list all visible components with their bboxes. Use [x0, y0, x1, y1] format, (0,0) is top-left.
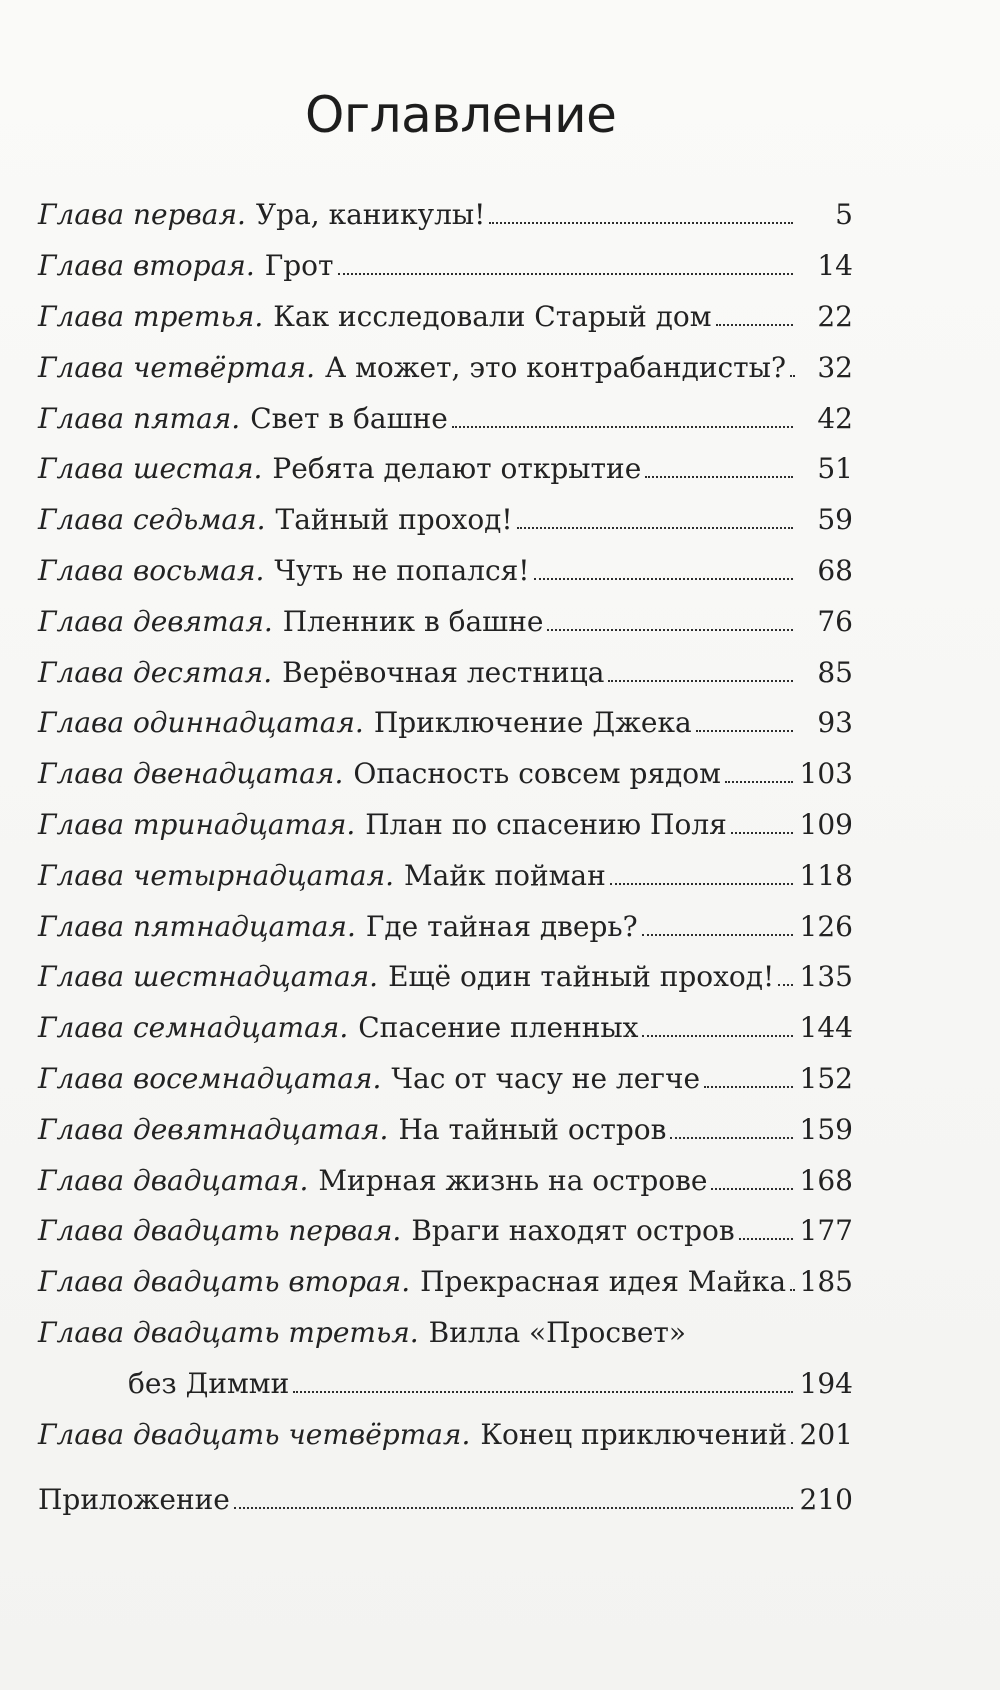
chapter-title: А может, это контрабандисты?: [324, 350, 786, 384]
page-number: 118: [799, 858, 853, 892]
toc-entry: [38, 292, 853, 343]
dot-leader: [731, 832, 793, 834]
appendix-title: Приложение: [38, 1483, 230, 1517]
toc-entry: [38, 596, 853, 647]
chapter-title: Ещё один тайный проход!: [388, 960, 775, 994]
appendix-entry: [38, 1475, 853, 1526]
dot-leader: [778, 984, 793, 986]
toc-entry: [38, 1308, 853, 1359]
dot-leader: [696, 730, 793, 732]
page-number: 201: [799, 1417, 853, 1451]
chapter-label: Глава девятая.: [38, 604, 273, 638]
chapter-title: Приключение Джека: [373, 706, 692, 740]
chapter-title: На тайный остров: [398, 1112, 667, 1146]
dot-leader: [489, 222, 793, 224]
toc-list: [38, 190, 853, 1526]
chapter-title: Час от часу не легче: [391, 1061, 701, 1095]
toc-entry: [38, 1054, 853, 1105]
chapter-label: Глава семнадцатая.: [38, 1011, 349, 1045]
page-number: 103: [799, 757, 853, 791]
page-number: 68: [817, 553, 853, 587]
dot-leader: [534, 578, 793, 580]
page-number: 194: [799, 1366, 853, 1400]
dot-leader: [790, 1289, 793, 1291]
page-number: 42: [817, 401, 853, 435]
page-number: 144: [799, 1011, 853, 1045]
chapter-label: Глава шестнадцатая.: [38, 960, 379, 994]
chapter-title: Чуть не попался!: [274, 553, 530, 587]
chapter-title: Прекрасная идея Майка: [420, 1265, 787, 1299]
chapter-label: Глава двадцать первая.: [38, 1214, 402, 1248]
chapter-label: Глава вторая.: [38, 249, 255, 283]
toc-entry: [38, 393, 853, 444]
chapter-label: Глава двенадцатая.: [38, 757, 344, 791]
chapter-label: Глава двадцать четвёртая.: [38, 1417, 471, 1451]
page-number: 85: [817, 655, 853, 689]
toc-entry: [38, 749, 853, 800]
dot-leader: [790, 375, 793, 377]
toc-entry: [38, 1206, 853, 1257]
page-number: 93: [817, 706, 853, 740]
chapter-label: Глава двадцать третья.: [38, 1315, 419, 1349]
chapter-label: Глава четырнадцатая.: [38, 858, 395, 892]
chapter-title: Вилла «Просвет»: [428, 1315, 687, 1349]
page-number: 185: [799, 1265, 853, 1299]
chapter-title: Враги находят остров: [411, 1214, 735, 1248]
dot-leader: [547, 629, 793, 631]
chapter-label: Глава двадцатая.: [38, 1163, 309, 1197]
dot-leader: [725, 781, 793, 783]
page-number: 5: [835, 198, 853, 232]
page-number: 59: [817, 503, 853, 537]
chapter-label: Глава первая.: [38, 198, 246, 232]
page-number: 109: [799, 807, 853, 841]
chapter-label: Глава седьмая.: [38, 503, 266, 537]
chapter-label: Глава третья.: [38, 299, 264, 333]
chapter-title: Майк пойман: [404, 858, 606, 892]
page-number: 159: [799, 1112, 853, 1146]
page-number: 135: [799, 960, 853, 994]
chapter-title: Ребята делают открытие: [272, 452, 642, 486]
chapter-title: Спасение пленных: [358, 1011, 639, 1045]
toc-entry: [38, 1155, 853, 1206]
toc-entry: [38, 850, 853, 901]
page-number: 32: [817, 350, 853, 384]
dot-leader: [234, 1507, 793, 1509]
dot-leader: [739, 1238, 793, 1240]
page-number: 51: [817, 452, 853, 486]
chapter-label: Глава десятая.: [38, 655, 273, 689]
toc-entry: [38, 241, 853, 292]
toc-entry: [38, 698, 853, 749]
dot-leader: [645, 476, 793, 478]
page-number: 22: [817, 299, 853, 333]
chapter-title: Пленник в башне: [282, 604, 544, 638]
chapter-title: Конец приключений: [480, 1417, 788, 1451]
chapter-title: Верёвочная лестница: [282, 655, 605, 689]
chapter-label: Глава девятнадцатая.: [38, 1112, 389, 1146]
dot-leader: [610, 883, 793, 885]
toc-entry: [38, 952, 853, 1003]
page-number: 168: [799, 1163, 853, 1197]
chapter-title: Ура, каникулы!: [255, 198, 486, 232]
chapter-label: Глава четвёртая.: [38, 350, 315, 384]
dot-leader: [704, 1086, 793, 1088]
toc-entry: [38, 647, 853, 698]
page-title: Оглавление: [305, 86, 617, 144]
chapter-label: Глава восемнадцатая.: [38, 1061, 382, 1095]
dot-leader: [791, 1442, 793, 1444]
page-number: 76: [817, 604, 853, 638]
toc-entry: [38, 1409, 853, 1460]
chapter-title: План по спасению Поля: [365, 807, 727, 841]
chapter-title: Тайный проход!: [275, 503, 513, 537]
chapter-title: Грот: [264, 249, 334, 283]
dot-leader: [452, 426, 793, 428]
dot-leader: [642, 934, 793, 936]
chapter-label: Глава восьмая.: [38, 553, 265, 587]
dot-leader: [608, 680, 793, 682]
toc-entry: [38, 1003, 853, 1054]
toc-entry: [38, 546, 853, 597]
chapter-title: Мирная жизнь на острове: [318, 1163, 708, 1197]
chapter-title: Где тайная дверь?: [365, 909, 638, 943]
chapter-label: Глава тринадцатая.: [38, 807, 356, 841]
chapter-title: Как исследовали Старый дом: [273, 299, 712, 333]
dot-leader: [670, 1137, 793, 1139]
dot-leader: [517, 527, 793, 529]
chapter-label: Глава двадцать вторая.: [38, 1265, 411, 1299]
page-number: 177: [799, 1214, 853, 1248]
page-number: 126: [799, 909, 853, 943]
toc-entry: [38, 190, 853, 241]
dot-leader: [642, 1035, 793, 1037]
chapter-label: Глава пятнадцатая.: [38, 909, 356, 943]
toc-entry: [38, 800, 853, 851]
chapter-label: Глава шестая.: [38, 452, 263, 486]
appendix-page-number: 210: [799, 1483, 853, 1517]
chapter-title: без Димми: [128, 1366, 290, 1400]
toc-entry: [38, 901, 853, 952]
toc-entry: [38, 1257, 853, 1308]
chapter-label: Глава одиннадцатая.: [38, 706, 364, 740]
dot-leader: [716, 324, 793, 326]
page-number: 14: [817, 249, 853, 283]
toc-entry-continuation: [38, 1358, 853, 1409]
chapter-title: Опасность совсем рядом: [353, 757, 721, 791]
page-number: 152: [799, 1061, 853, 1095]
toc-entry: [38, 1104, 853, 1155]
dot-leader: [711, 1188, 793, 1190]
chapter-label: Глава пятая.: [38, 401, 241, 435]
toc-entry: [38, 495, 853, 546]
dot-leader: [293, 1391, 793, 1393]
toc-entry: [38, 342, 853, 393]
dot-leader: [338, 273, 793, 275]
chapter-title: Свет в башне: [250, 401, 448, 435]
toc-entry: [38, 444, 853, 495]
